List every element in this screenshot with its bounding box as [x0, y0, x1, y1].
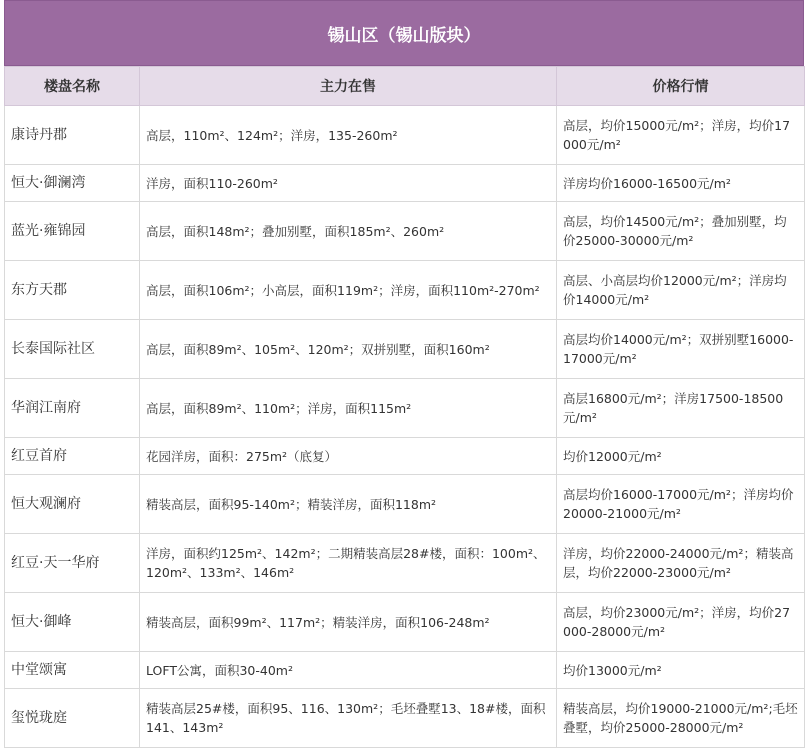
- table-title: 锡山区（锡山版块）: [4, 0, 804, 66]
- cell-main: 花园洋房，面积：275m²（底复）: [140, 438, 557, 475]
- cell-name: 中堂颂寓: [5, 652, 140, 689]
- cell-price: 洋房均价16000-16500元/m²: [557, 165, 805, 202]
- cell-price: 高层均价14000元/m²；双拼别墅16000-17000元/m²: [557, 320, 805, 379]
- table-row: [5, 534, 805, 593]
- table-row: [5, 106, 805, 165]
- cell-price: 洋房，均价22000-24000元/m²；精装高层，均价22000-23000元/m²: [557, 534, 805, 593]
- cell-main: 高层，110m²、124m²；洋房，135-260m²: [140, 106, 557, 165]
- price-table-container: [4, 0, 804, 748]
- cell-main: 洋房，面积约125m²、142m²；二期精装高层28#楼，面积：100m²、120m²、133m²、146m²: [140, 534, 557, 593]
- table-row: [5, 475, 805, 534]
- table-row: [5, 652, 805, 689]
- table-row: [5, 689, 805, 748]
- cell-main: LOFT公寓，面积30-40m²: [140, 652, 557, 689]
- table-row: [5, 320, 805, 379]
- table-row: [5, 261, 805, 320]
- table-row: [5, 379, 805, 438]
- cell-price: 高层均价16000-17000元/m²；洋房均价20000-21000元/m²: [557, 475, 805, 534]
- cell-main: 精装高层25#楼，面积95、116、130m²；毛坯叠墅13、18#楼，面积141、143m²: [140, 689, 557, 748]
- table-row: [5, 165, 805, 202]
- table-row: [5, 438, 805, 475]
- cell-price: 均价12000元/m²: [557, 438, 805, 475]
- cell-name: 华润江南府: [5, 379, 140, 438]
- cell-price: 高层16800元/m²；洋房17500-18500元/m²: [557, 379, 805, 438]
- header-name: 楼盘名称: [5, 67, 140, 106]
- table-row: [5, 202, 805, 261]
- cell-name: 恒大·御峰: [5, 593, 140, 652]
- header-row: [5, 67, 805, 106]
- cell-main: 高层，面积106m²；小高层，面积119m²；洋房，面积110m²-270m²: [140, 261, 557, 320]
- cell-main: 精装高层，面积99m²、117m²；精装洋房，面积106-248m²: [140, 593, 557, 652]
- cell-name: 恒大·御澜湾: [5, 165, 140, 202]
- cell-name: 红豆·天一华府: [5, 534, 140, 593]
- cell-main: 高层，面积89m²、105m²、120m²；双拼别墅，面积160m²: [140, 320, 557, 379]
- cell-main: 高层，面积148m²；叠加别墅，面积185m²、260m²: [140, 202, 557, 261]
- cell-name: 红豆首府: [5, 438, 140, 475]
- cell-main: 洋房，面积110-260m²: [140, 165, 557, 202]
- cell-price: 高层、小高层均价12000元/m²；洋房均价14000元/m²: [557, 261, 805, 320]
- header-price: 价格行情: [557, 67, 805, 106]
- cell-price: 高层，均价14500元/m²；叠加别墅，均价25000-30000元/m²: [557, 202, 805, 261]
- cell-name: 康诗丹郡: [5, 106, 140, 165]
- price-table: [4, 66, 805, 748]
- cell-price: 均价13000元/m²: [557, 652, 805, 689]
- table-row: [5, 593, 805, 652]
- cell-main: 高层，面积89m²、110m²；洋房，面积115m²: [140, 379, 557, 438]
- cell-price: 高层，均价23000元/m²；洋房，均价27000-28000元/m²: [557, 593, 805, 652]
- cell-name: 长泰国际社区: [5, 320, 140, 379]
- header-main: 主力在售: [140, 67, 557, 106]
- cell-name: 东方天郡: [5, 261, 140, 320]
- cell-name: 蓝光·雍锦园: [5, 202, 140, 261]
- cell-name: 恒大观澜府: [5, 475, 140, 534]
- cell-price: 高层，均价15000元/m²；洋房，均价17000元/m²: [557, 106, 805, 165]
- cell-main: 精装高层，面积95-140m²；精装洋房，面积118m²: [140, 475, 557, 534]
- cell-name: 玺悦珑庭: [5, 689, 140, 748]
- cell-price: 精装高层，均价19000-21000元/m²;毛坯叠墅，均价25000-28000元/m²: [557, 689, 805, 748]
